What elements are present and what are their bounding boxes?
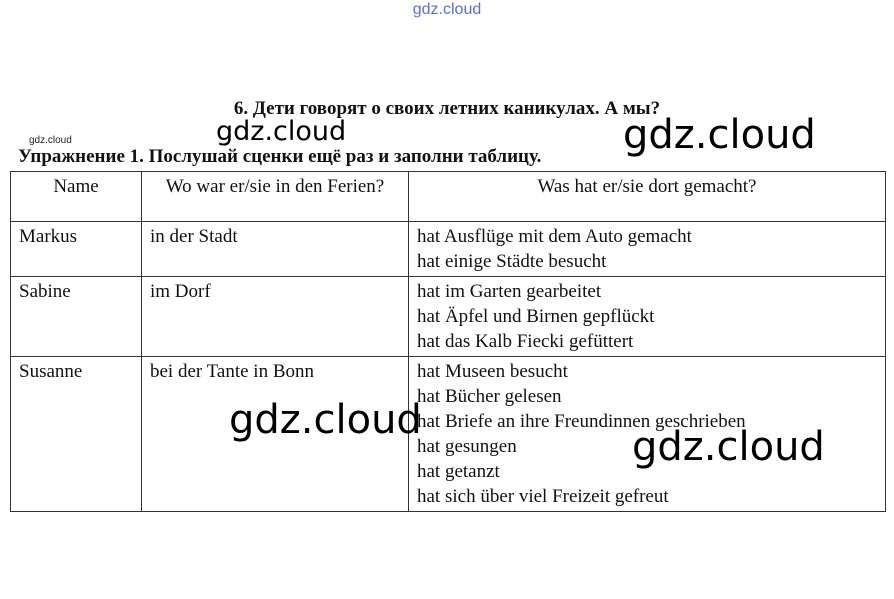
cell-activities — [409, 277, 886, 357]
table-header-row — [11, 172, 886, 222]
table-row — [11, 277, 886, 357]
watermark-overlay: gdz.cloud — [623, 112, 816, 158]
activity-item: hat Museen besucht — [417, 361, 568, 382]
cell-place: im Dorf — [142, 277, 409, 357]
activity-item: hat Ausflüge mit dem Auto gemacht — [417, 226, 692, 247]
cell-name: Sabine — [11, 277, 142, 357]
section-heading: 6. Дети говорят о своих летних каникулах. А мы? — [233, 98, 661, 119]
watermark-top: gdz.cloud — [412, 1, 482, 18]
cell-place: bei der Tante in Bonn — [142, 357, 409, 512]
activity-item: hat Briefe an ihre Freundinnen geschrieben — [417, 411, 746, 432]
watermark-small: gdz.cloud — [29, 135, 72, 146]
cell-place: in der Stadt — [142, 222, 409, 277]
activity-item: hat sich über viel Freizeit gefreut — [417, 486, 669, 507]
activity-item: hat gesungen — [417, 436, 517, 457]
activity-item: hat Bücher gelesen — [417, 386, 562, 407]
header-activities: Was hat er/sie dort gemacht? — [409, 172, 886, 222]
watermark-overlay: gdz.cloud — [229, 397, 422, 443]
activity-item: hat Äpfel und Birnen gepflückt — [417, 306, 655, 327]
cell-name: Markus — [11, 222, 142, 277]
activity-item: hat das Kalb Fiecki gefüttert — [417, 331, 634, 352]
activity-item: hat einige Städte besucht — [417, 251, 607, 272]
watermark-overlay: gdz.cloud — [216, 116, 347, 147]
cell-activities — [409, 222, 886, 277]
activity-item: hat getanzt — [417, 461, 500, 482]
header-name: Name — [11, 172, 142, 222]
watermark-overlay: gdz.cloud — [632, 424, 825, 470]
header-place: Wo war er/sie in den Ferien? — [142, 172, 409, 222]
cell-name: Susanne — [11, 357, 142, 512]
activity-item: hat im Garten gearbeitet — [417, 281, 602, 302]
exercise-title: Упражнение 1. Послушай сценки ещё раз и заполни таблицу. — [18, 146, 542, 167]
table-row — [11, 222, 886, 277]
